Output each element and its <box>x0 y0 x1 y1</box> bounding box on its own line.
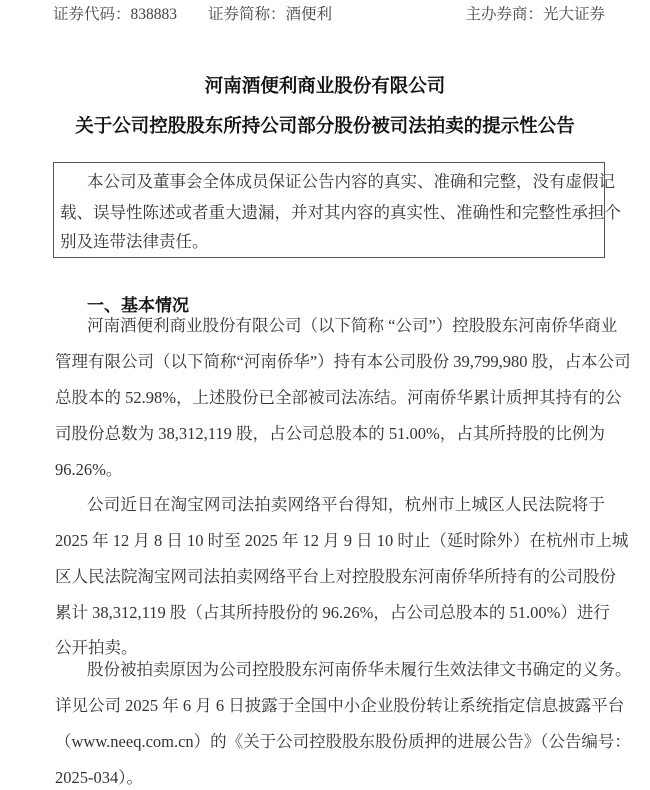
text-line: 累计 38,312,119 股（占其所持股份的 96.26%，占公司总股本的 51.00%）进行 <box>55 603 610 622</box>
text-line: 公开拍卖。 <box>55 638 138 657</box>
text-line: （www.neeq.com.cn）的《关于公司控股股东股份质押的进展公告》（公告编号： <box>55 732 631 751</box>
text-line: 2025 年 12 月 8 日 10 时至 2025 年 12 月 9 日 10 时止（延时除外）在杭州市上城 <box>55 531 629 550</box>
disclaimer-line: 载、误导性陈述或者重大遗漏，并对其内容的真实性、准确性和完整性承担个 <box>60 203 621 222</box>
text-line: 河南酒便利商业股份有限公司（以下简称 “公司”）控股股东河南侨华商业 <box>87 316 618 335</box>
disclaimer-line: 别及连带法律责任。 <box>60 232 209 251</box>
text-line: 股份被拍卖原因为公司控股股东河南侨华未履行生效法律文书确定的义务。 <box>87 660 632 679</box>
disclaimer-line: 本公司及董事会全体成员保证公告内容的真实、准确和完整，没有虚假记 <box>87 172 615 191</box>
text-line: 区人民法院淘宝网司法拍卖网络平台上对控股股东河南侨华所持有的公司股份 <box>55 567 616 586</box>
section-heading: 一、基本情况 <box>87 296 189 316</box>
document-header <box>53 2 605 28</box>
text-line: 管理有限公司（以下简称“河南侨华”）持有本公司股份 39,799,980 股，占本公司 <box>55 352 631 371</box>
text-line: 详见公司 2025 年 6 月 6 日披露于全国中小企业股份转让系统指定信息披露平台 <box>55 696 625 715</box>
sponsor-broker: 主办券商：光大证券 <box>465 6 605 23</box>
text-line: 总股本的 52.98%，上述股份已全部被司法冻结。河南侨华累计质押其持有的公 <box>55 388 622 407</box>
text-line: 司股份总数为 38,312,119 股，占公司总股本的 51.00%，占其所持股的比例为 <box>55 424 605 443</box>
announcement-title: 关于公司控股股东所持公司部分股份被司法拍卖的提示性公告 <box>75 116 575 137</box>
company-title: 河南酒便利商业股份有限公司 <box>204 76 446 97</box>
security-short-name: 证券简称：酒便利 <box>208 6 333 23</box>
text-line: 96.26%。 <box>55 460 123 479</box>
security-code: 证券代码：838883 <box>53 6 178 23</box>
text-line: 2025-034）。 <box>55 768 143 787</box>
text-line: 公司近日在淘宝网司法拍卖网络平台得知，杭州市上城区人民法院将于 <box>87 495 605 514</box>
